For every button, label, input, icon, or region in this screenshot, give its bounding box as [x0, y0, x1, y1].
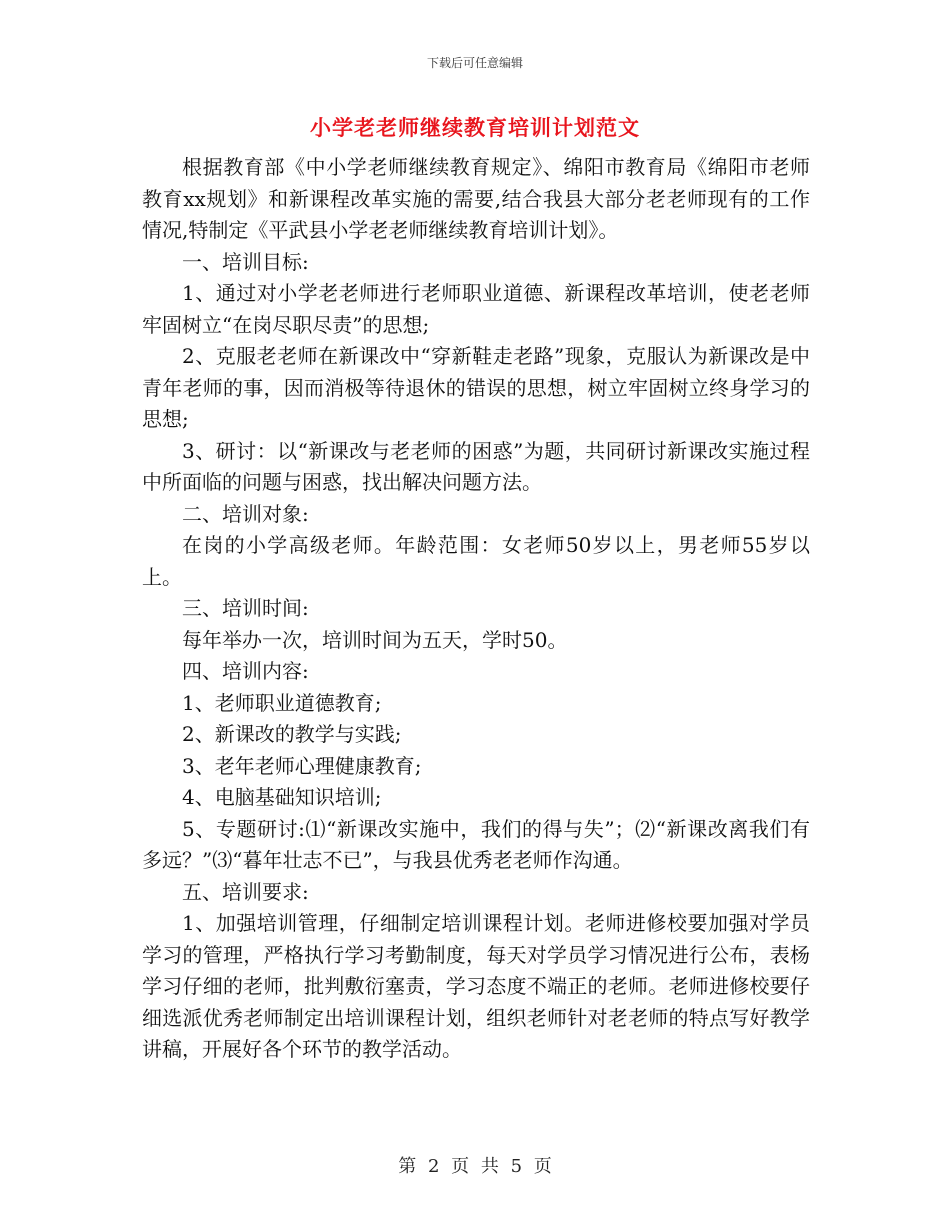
heading-training-requirements: 五、培训要求:	[182, 879, 309, 904]
heading-training-goals: 一、培训目标:	[182, 249, 309, 274]
paragraph-content-1: 1、老师职业道德教育;	[182, 690, 382, 715]
page-footer: 第 2 页 共 5 页	[398, 1156, 552, 1177]
paragraph-intro: 根据教育部《中小学老师继续教育规定》、绵阳市教育局《绵阳市老师教育xx规划》和新课程改革实施的需要,结合我县大部分老老师现有的工作情况,特制定《平武县小学老老师继续教育培训计划》。	[142, 155, 810, 242]
heading-training-content: 四、培训内容:	[182, 659, 309, 683]
paragraph-goal-1: 1、通过对小学老老师进行老师职业道德、新课程改革培训，使老老师牢固树立“在岗尽职尽责”的思想;	[142, 281, 810, 337]
document-body	[142, 152, 810, 1066]
document-title: 小学老老师继续教育培训计划范文	[310, 116, 640, 140]
paragraph-content-4: 4、电脑基础知识培训;	[182, 785, 382, 809]
heading-training-time: 三、培训时间:	[182, 596, 309, 620]
paragraph-content-3: 3、老年老师心理健康教育;	[182, 753, 422, 778]
heading-training-target: 二、培训对象:	[182, 501, 309, 526]
paragraph-content-2: 2、新课改的教学与实践;	[182, 722, 402, 746]
paragraph-content-5: 5、专题研讨:⑴“新课改实施中，我们的得与失”；⑵“新课改离我们有多远？”⑶“暮年壮志不已”，与我县优秀老老师作沟通。	[142, 816, 810, 872]
paragraph-time: 每年举办一次，培训时间为五天，学时50。	[182, 627, 568, 652]
paragraph-target: 在岗的小学高级老师。年龄范围：女老师50岁以上，男老师55岁以上。	[142, 533, 810, 589]
paragraph-goal-2: 2、克服老老师在新课改中“穿新鞋走老路”现象，克服认为新课改是中青年老师的事，因而消极等待退休的错误的思想，树立牢固树立终身学习的思想;	[142, 344, 810, 431]
paragraph-requirement-1: 1、加强培训管理，仔细制定培训课程计划。老师进修校要加强对学员学习的管理，严格执行学习考勤制度，每天对学员学习情况进行公布，表杨学习仔细的老师，批判敷衍塞责，学习态度不端正的老师。老师进修校要仔细选派优秀老师制定出培训课程计划，组织老师针对老老师的特点写好教学讲稿，开展好各个环节的教学活动。	[142, 911, 810, 1061]
paragraph-goal-3: 3、研讨：以“新课改与老老师的困惑”为题，共同研讨新课改实施过程中所面临的问题与困惑，找出解决问题方法。	[142, 438, 810, 494]
page-header: 下载后可任意编辑	[426, 56, 523, 70]
